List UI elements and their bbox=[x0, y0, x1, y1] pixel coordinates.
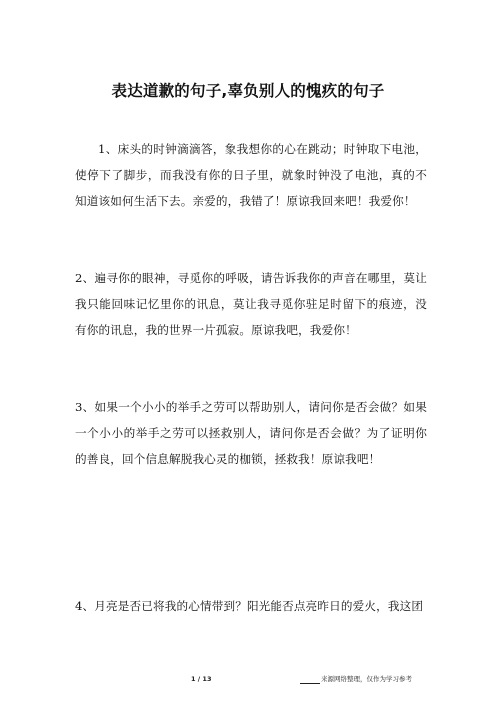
paragraph-4: 4、月亮是否已将我的心情带到？阳光能否点亮昨日的爱火，我这团 bbox=[75, 599, 424, 613]
page-number: 1 / 13 bbox=[191, 675, 212, 683]
footer-note-text: 来源网络整理，仅作为学习参考 bbox=[321, 675, 412, 683]
paragraph-3: 3、如果一个小小的举手之劳可以帮助别人，请问你是否会做？如果一个小小的举手之劳可以拯救别人，请问你是否会做？为了证明你的善良，回个信息解脱我心灵的枷锁，拯救我！原谅我吧！ bbox=[75, 400, 427, 466]
paragraph-2: 2、遍寻你的眼神，寻觅你的呼吸，请告诉我你的声音在哪里，莫让我只能回味记忆里你的讯息，莫让我寻觅你驻足时留下的痕迹，没有你的讯息，我的世界一片孤寂。原谅我吧，我爱你！ bbox=[75, 271, 427, 337]
footer-underline bbox=[300, 683, 320, 684]
document-title: 表达道歉的句子,辜负别人的愧疚的句子 bbox=[111, 82, 385, 100]
paragraph-1: 1、床头的时钟滴滴答，象我想你的心在跳动；时钟取下电池，使停下了脚步，而我没有你的日子里，就象时钟没了电池，真的不知道该如何生活下去。亲爱的，我错了！原谅我回来吧！我爱你！ bbox=[75, 142, 427, 208]
footer-note bbox=[300, 674, 412, 684]
